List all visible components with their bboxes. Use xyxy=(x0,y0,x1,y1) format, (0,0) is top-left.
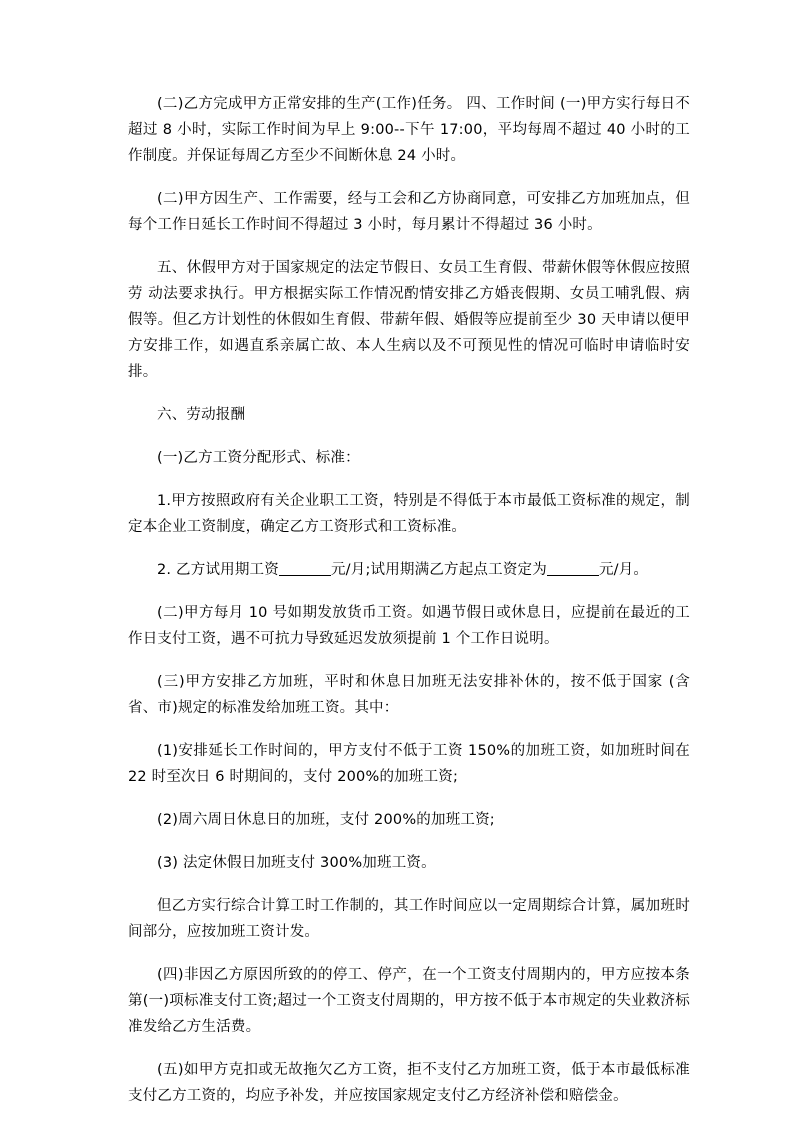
paragraph-salary-form: (一)乙方工资分配形式、标准： xyxy=(157,450,360,466)
paragraph-overtime-pay: (三)甲方安排乙方加班，平时和休息日加班无法安排补休的，按不低于国家 (含省、市)规定的标准发给加班工资。其中： xyxy=(128,674,690,716)
paragraph-probation-salary xyxy=(128,557,690,583)
salary-line-suffix: 元/月。 xyxy=(598,562,649,578)
paragraph-overtime-item-2: (2)周六周日休息日的加班，支付 200%的加班工资; xyxy=(157,812,495,828)
paragraph-comprehensive-hours: 但乙方实行综合计算工时工作制的，其工作时间应以一定周期综合计算，属加班时间部分，应按加班工资计发。 xyxy=(128,898,690,940)
paragraph-overtime-item-3: (3) 法定休假日加班支付 300%加班工资。 xyxy=(157,855,436,871)
paragraph-salary-standard: 1.甲方按照政府有关企业职工工资，特别是不得低于本市最低工资标准的规定，制定本企业工资制度，确定乙方工资形式和工资标准。 xyxy=(128,493,690,535)
paragraph-leave: 五、休假甲方对于国家规定的法定节假日、女员工生育假、带薪休假等休假应按照劳 动法要求执行。甲方根据实际工作情况酌情安排乙方婚丧假期、女员工哺乳假、病假等。但乙方计划性的休假如生育假、带薪年假、婚假等应提前至少 30 天申请以便甲方安排工作，如遇直系亲属亡故、本人生病以及不可预见性的情况可临时申请临时安排。 xyxy=(128,260,690,380)
salary-line-prefix: 2. 乙方试用期工资 xyxy=(157,562,279,578)
starting-salary-blank xyxy=(547,559,599,576)
paragraph-overtime-limit: (二)甲方因生产、工作需要，经与工会和乙方协商同意，可安排乙方加班加点，但每个工作日延长工作时间不得超过 3 小时，每月累计不得超过 36 小时。 xyxy=(128,191,690,233)
paragraph-overtime-item-1: (1)安排延长工作时间的，甲方支付不低于工资 150%的加班工资，如加班时间在22 时至次日 6 时期间的，支付 200%的加班工资; xyxy=(128,743,690,785)
section-heading-remuneration: 六、劳动报酬 xyxy=(157,407,246,423)
probation-salary-blank xyxy=(279,559,331,576)
paragraph-payday: (二)甲方每月 10 号如期发放货币工资。如遇节假日或休息日，应提前在最近的工作日支付工资，遇不可抗力导致延迟发放须提前 1 个工作日说明。 xyxy=(128,605,690,647)
paragraph-wage-arrears: (五)如甲方克扣或无故拖欠乙方工资，拒不支付乙方加班工资，低于本市最低标准支付乙方工资的，均应予补发，并应按国家规定支付乙方经济补偿和赔偿金。 xyxy=(128,1062,690,1104)
salary-line-middle: 元/月;试用期满乙方起点工资定为 xyxy=(330,562,547,578)
paragraph-work-hours: (二)乙方完成甲方正常安排的生产(工作)任务。 四、工作时间 (一)甲方实行每日不超过 8 小时，实际工作时间为早上 9:00--下午 17:00，平均每周不超过 40 小时的工作制度。并保证每周乙方至少不间断休息 24 小时。 xyxy=(128,96,690,164)
paragraph-work-stoppage: (四)非因乙方原因所致的的停工、停产，在一个工资支付周期内的，甲方应按本条第(一)项标准支付工资;超过一个工资支付周期的，甲方按不低于本市规定的失业救济标准发给乙方生活费。 xyxy=(128,967,690,1035)
